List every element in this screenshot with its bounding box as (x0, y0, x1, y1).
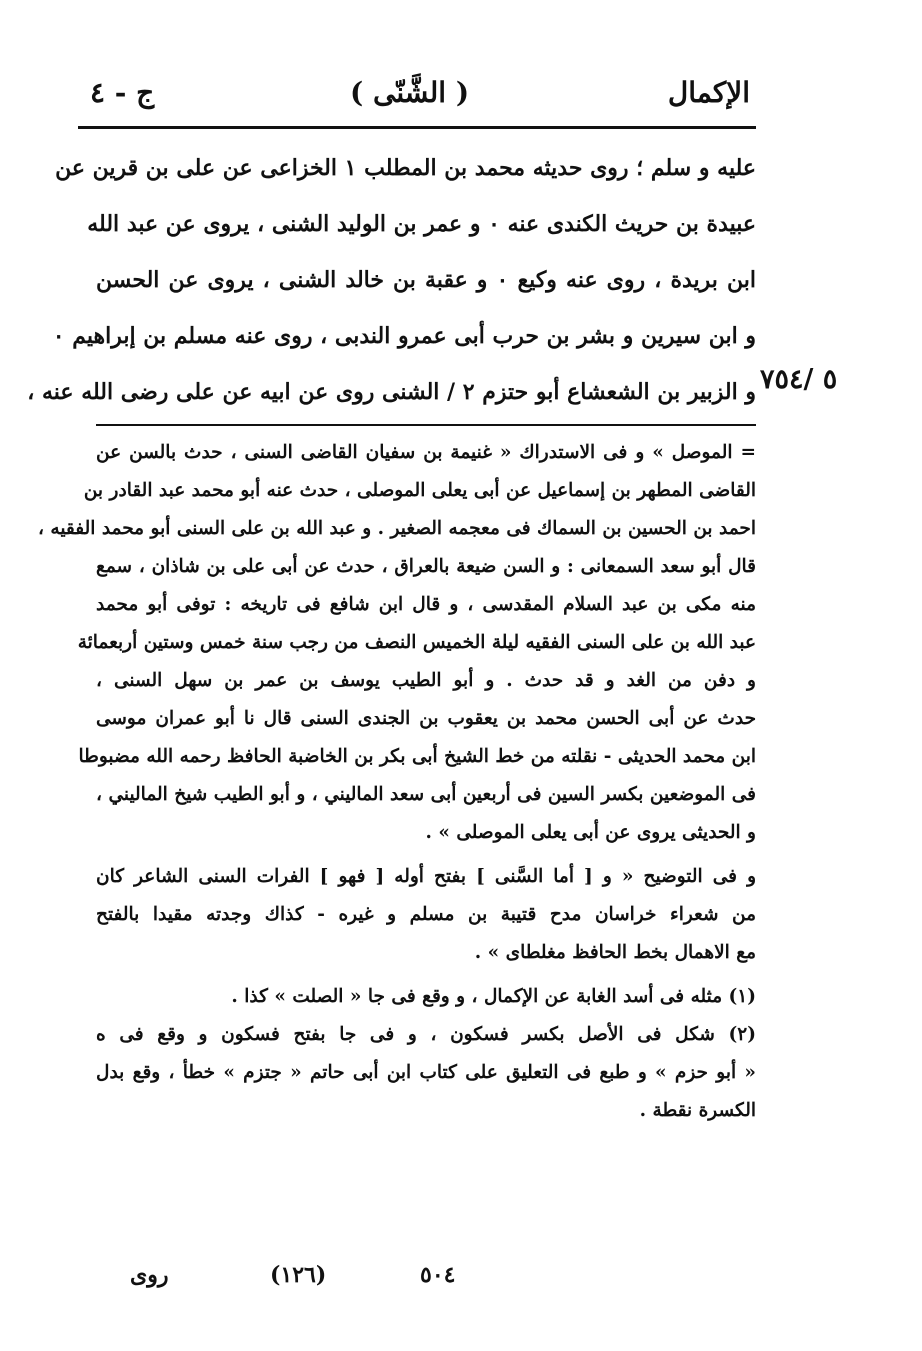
volume-label: ج - ٤ (90, 76, 155, 109)
note-line: عبد الله بن على السنى الفقيه ليلة الخميس النصف من رجب سنة خمس وستين أربعمائة (77, 632, 756, 653)
note-line: احمد بن الحسين بن السماك فى معجمه الصغير . و عبد الله بن على السنى أبو محمد الفقيه ، (37, 518, 756, 539)
note-line: حدث عن أبى الحسن محمد بن يعقوب بن الجندى السنى قال نا أبو عمران موسى (96, 708, 756, 729)
note-line: فى الموضعين بكسر السين فى أربعين أبى سعد الماليني ، و أبو الطيب شيخ الماليني ، (96, 784, 756, 805)
main-line: عبيدة بن حريث الكندى عنه ۰ و عمر بن الوليد الشنى ، يروى عن عبد الله (87, 211, 756, 237)
main-line: و الزبير بن الشعشاع أبو حتزم ٢ / الشنى روى عن ابيه عن على رضى الله عنه ، (27, 379, 756, 405)
note-line: و فى التوضيح « و [ أما السَّنى ] بفتح أوله [ فهو ] الفرات السنى الشاعر كان (96, 866, 756, 887)
note-line: مع الاهمال بخط الحافظ مغلطاى » . (474, 942, 756, 963)
page-footer (120, 1262, 720, 1302)
book-title: الإكمال (667, 76, 750, 109)
note-line: و الحديثى يروى عن أبى يعلى الموصلى » . (425, 822, 756, 843)
margin-entry-number: ٥ /٧٥٤ (760, 364, 838, 395)
note-line: القاضى المطهر بن إسماعيل عن أبى يعلى الموصلى ، حدث عنه أبو محمد عبد القادر بن (83, 480, 756, 501)
note-line: قال أبو سعد السمعانى : و السن ضيعة بالعراق ، حدث عن أبى على بن شاذان ، سمع (96, 556, 756, 577)
note-line: ابن محمد الحديثى - نقلته من خط الشيخ أبى بكر بن الخاضبة الحافظ رحمه الله مضبوطا (78, 746, 756, 767)
main-line: و ابن سيرين و بشر بن حرب أبى عمرو الندبى ، روى عنه مسلم بن إبراهيم ۰ (52, 323, 756, 349)
footnote-2-cont: « أبو حزم » و طبع فى التعليق على كتاب ابن أبى حاتم « جتزم » خطأ ، وقع بدل (96, 1062, 756, 1083)
footnote-1: (١) مثله فى أسد الغابة عن الإكمال ، و وقع فى جا « الصلت » كذا . (231, 986, 756, 1007)
footnote-2-end: الكسرة نقطة . (639, 1100, 756, 1121)
note-line: و دفن من الغد و قد حدث . و أبو الطيب يوسف بن عمر بن سهل السنى ، (96, 670, 756, 691)
page-number: ٥٠٤ (420, 1262, 456, 1288)
page-header (90, 70, 750, 120)
footer-root-word: روى (130, 1262, 169, 1288)
footnote-2: (٢) شكل فى الأصل بكسر فسكون ، و فى جا بفتح فسكون و وقع فى ه (96, 1024, 756, 1045)
header-rule (78, 126, 756, 129)
notes-block (37, 434, 756, 1130)
note-line: منه مكى بن عبد السلام المقدسى ، و قال ابن شافع فى تاريخه : توفى أبو محمد (96, 594, 756, 615)
section-title: ( الشَّنّى ) (350, 76, 470, 109)
notes-separator (96, 424, 756, 426)
main-line: ابن بريدة ، روى عنه وكيع ۰ و عقبة بن خالد الشنى ، يروى عن الحسن (96, 267, 756, 293)
note-line: = الموصل » و فى الاستدراك « غنيمة بن سفيان القاضى السنى ، حدث بالسن عن (96, 442, 756, 463)
note-line: من شعراء خراسان مدح قتيبة بن مسلم و غيره - كذاك وجدته مقيدا بالفتح (96, 904, 756, 925)
main-line: عليه و سلم ؛ روى حديثه محمد بن المطلب ١ الخزاعى عن على بن قرين عن (55, 155, 756, 181)
main-text (27, 140, 756, 420)
footer-folio: (١٢٦) (270, 1262, 327, 1288)
